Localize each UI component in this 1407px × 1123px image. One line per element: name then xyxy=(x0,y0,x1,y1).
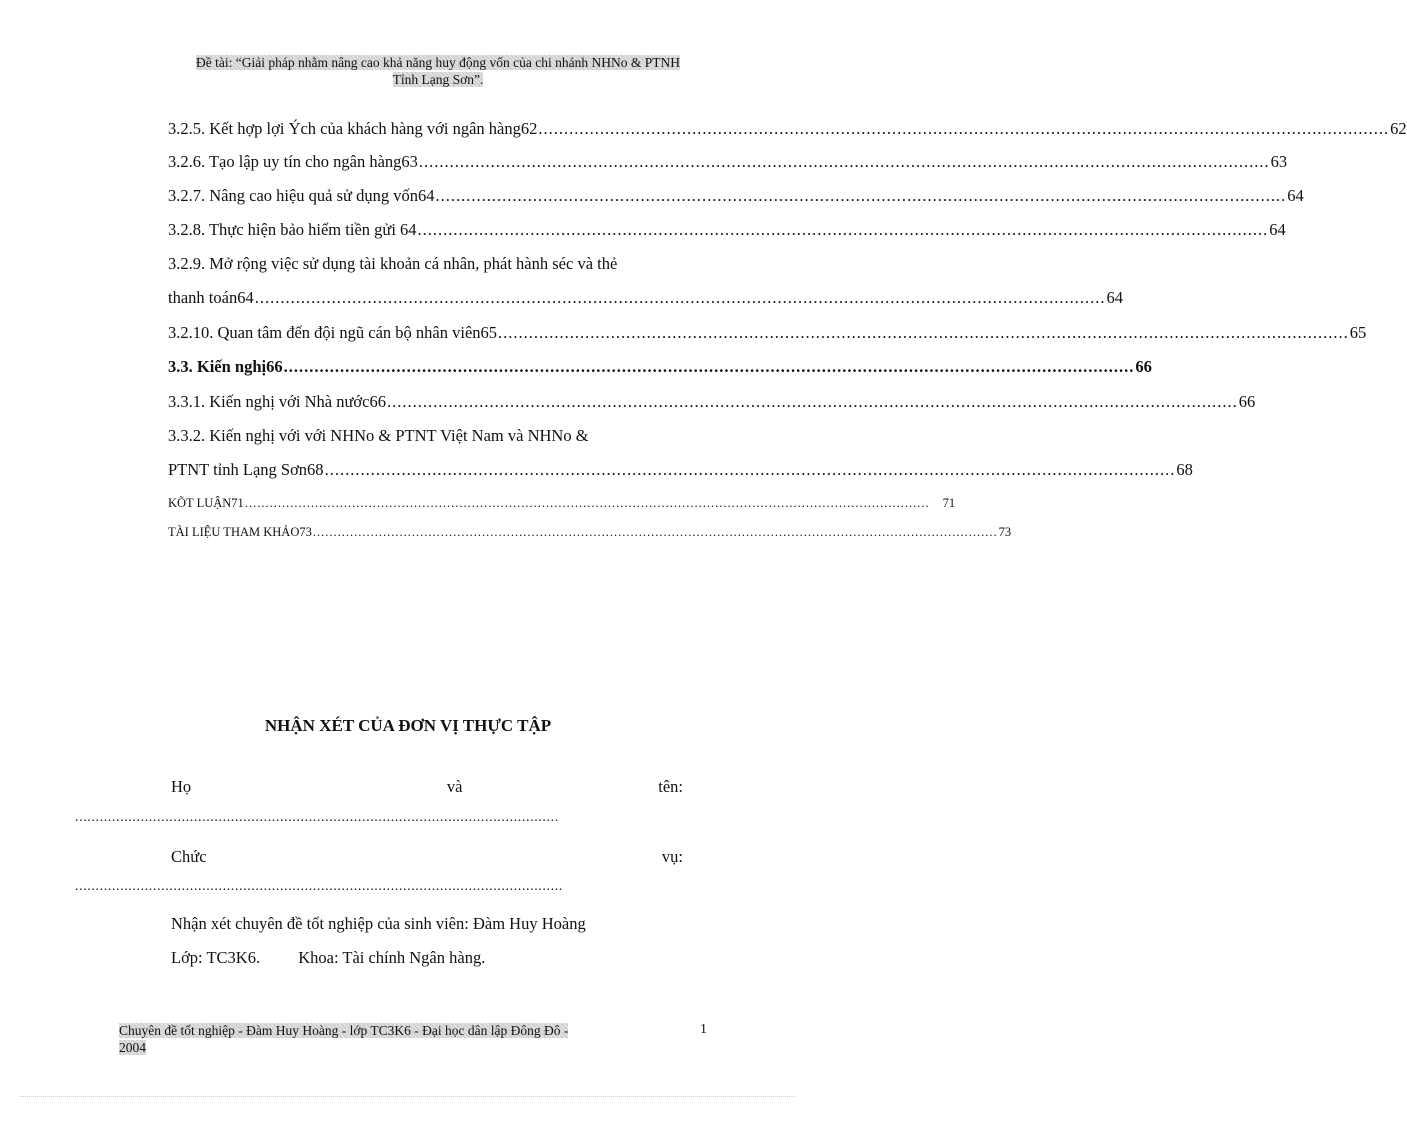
toc-leader: ...................................................................................................................................................................... xyxy=(283,357,1135,376)
toc-title: 3.2.6. Tạo lập uy tín cho ngân hàng63 xyxy=(168,152,418,171)
toc-leader: ...................................................................................................................................................................... xyxy=(386,392,1238,411)
comment-line: Nhận xét chuyên đề tốt nghiệp của sinh viên: Đàm Huy Hoàng xyxy=(171,914,586,933)
toc-entry[interactable] xyxy=(168,496,956,518)
toc-title: PTNT tỉnh Lạng Sơn68 xyxy=(168,460,324,479)
toc-page: 65 xyxy=(1349,323,1367,342)
toc-leader: ...................................................................................................................................................................... xyxy=(498,323,1349,342)
position-label-part: Chức xyxy=(171,847,207,866)
toc-page: 71 xyxy=(942,496,956,510)
page-bottom-rule xyxy=(20,1096,796,1097)
toc-leader: ...................................................................................................................................................................... xyxy=(538,119,1390,138)
toc-entry[interactable] xyxy=(168,323,1367,345)
toc-page: 68 xyxy=(1176,460,1193,479)
toc-leader: ...................................................................................................................................................................... xyxy=(254,288,1106,307)
toc-title: 3.3.1. Kiến nghị với Nhà nước66 xyxy=(168,392,386,411)
toc-entry[interactable] xyxy=(168,119,1407,141)
toc-entry[interactable] xyxy=(168,186,1304,208)
toc-page: 64 xyxy=(1287,186,1304,205)
faculty-label: Khoa: Tài chính Ngân hàng. xyxy=(298,948,486,967)
toc-title: 3.3. Kiến nghị66 xyxy=(168,357,283,376)
header-line-2: Tỉnh Lạng Sơn”. xyxy=(392,72,484,87)
toc-title: thanh toán64 xyxy=(168,288,254,307)
toc-title-line1[interactable]: 3.2.9. Mở rộng việc sử dụng tài khoản cá nhân, phát hành séc và thẻ xyxy=(168,254,618,273)
toc-entry[interactable] xyxy=(168,392,1256,414)
document-header xyxy=(118,54,758,88)
toc-leader: ...................................................................................................................................................................... xyxy=(417,220,1269,239)
toc-title: KÕT LUẬN71 xyxy=(168,496,244,510)
position-label-part: vụ: xyxy=(661,847,683,866)
page-number: 1 xyxy=(700,1022,707,1037)
footer-year: 2004 xyxy=(119,1040,146,1055)
name-fill-line[interactable]: ...................................................................................................................... xyxy=(75,810,559,825)
toc-leader: ...................................................................................................................................................................... xyxy=(324,460,1176,479)
toc-page: 64 xyxy=(1269,220,1286,239)
toc-leader: ...................................................................................................................................................................... xyxy=(244,496,930,510)
position-field-label xyxy=(171,847,683,867)
toc-title: 3.2.5. Kết hợp lợi Ých của khách hàng với ngân hàng62 xyxy=(168,119,538,138)
toc-title: 3.2.10. Quan tâm đến đội ngũ cán bộ nhân viên65 xyxy=(168,323,498,342)
position-fill-line[interactable]: ....................................................................................................................... xyxy=(75,879,563,894)
toc-page: 63 xyxy=(1270,152,1288,171)
toc-entry[interactable] xyxy=(168,525,1012,547)
toc-entry[interactable] xyxy=(168,460,1193,482)
name-label-part: tên: xyxy=(658,777,683,796)
toc-title-line1[interactable]: 3.3.2. Kiến nghị với với NHNo & PTNT Việt Nam và NHNo & xyxy=(168,426,589,445)
toc-title: 3.2.8. Thực hiện bảo hiểm tiền gửi 64 xyxy=(168,220,417,239)
toc-leader: ...................................................................................................................................................................... xyxy=(435,186,1287,205)
name-field-label xyxy=(171,777,683,797)
footer-text: Chuyên đề tốt nghiệp - Đàm Huy Hoàng - lớp TC3K6 - Đại học dân lập Đông Đô - xyxy=(119,1023,569,1038)
toc-page: 66 xyxy=(1135,357,1152,376)
section-title: NHẬN XÉT CỦA ĐƠN VỊ THỰC TẬP xyxy=(264,716,552,735)
toc-leader: ...................................................................................................................................................................... xyxy=(312,525,998,539)
toc-entry[interactable] xyxy=(168,152,1288,174)
toc-page: 73 xyxy=(998,525,1012,539)
header-line-1: Đề tài: “Giải pháp nhằm nâng cao khả năng huy động vốn của chi nhánh NHNo & PTNH xyxy=(195,55,680,70)
class-faculty-line xyxy=(171,948,485,968)
name-label-part: và xyxy=(446,777,463,796)
name-label-part: Họ xyxy=(171,777,192,796)
document-footer xyxy=(119,1022,659,1056)
toc-page: 62 xyxy=(1390,119,1407,138)
toc-title: 3.2.7. Nâng cao hiệu quả sử dụng vốn64 xyxy=(168,186,435,205)
toc-title: TÀI LIỆU THAM KHẢO73 xyxy=(168,525,312,539)
toc-page: 64 xyxy=(1106,288,1123,307)
toc-leader: ...................................................................................................................................................................... xyxy=(418,152,1270,171)
toc-page: 66 xyxy=(1238,392,1256,411)
toc-entry[interactable] xyxy=(168,288,1123,310)
toc-entry[interactable] xyxy=(168,357,1152,379)
toc-entry[interactable] xyxy=(168,220,1286,242)
class-label: Lớp: TC3K6. xyxy=(171,948,261,967)
